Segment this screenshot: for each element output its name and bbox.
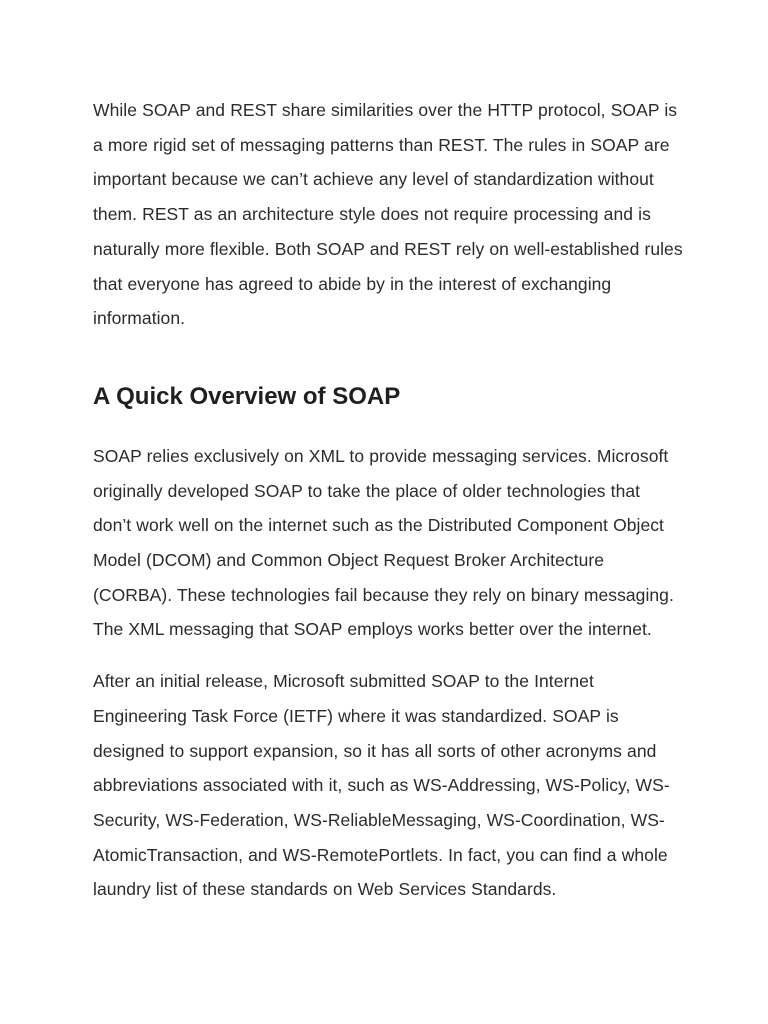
- document-page: [93, 93, 683, 907]
- intro-paragraph: While SOAP and REST share similarities over the HTTP protocol, SOAP is a more rigid set of messaging patterns than REST. The rules in SOAP are important because we can’t achieve any level of standardization without them. REST as an architecture style does not require processing and is naturally more flexible. Both SOAP and REST rely on well-established rules that everyone has agreed to abide by in the interest of exchanging information.: [93, 100, 683, 329]
- soap-overview-paragraph: SOAP relies exclusively on XML to provide messaging services. Microsoft originally developed SOAP to take the place of older technologies that don’t work well on the internet such as the Distributed Component Object Model (DCOM) and Common Object Request Broker Architecture (CORBA). These technologies fail because they rely on binary messaging. The XML messaging that SOAP employs works better over the internet.: [93, 445, 674, 640]
- section-heading: A Quick Overview of SOAP: [93, 382, 401, 410]
- soap-standardization-paragraph: After an initial release, Microsoft submitted SOAP to the Internet Engineering Task Force (IETF) where it was standardized. SOAP is designed to support expansion, so it has all sorts of other acronyms and abbreviations associated with it, such as WS-Addressing, WS-Policy, WS-Security, WS-Federation, WS-ReliableMessaging, WS-Coordination, WS-AtomicTransaction, and WS-RemotePortlets. In fact, you can find a whole laundry list of these standards on Web Services Standards.: [93, 671, 670, 900]
